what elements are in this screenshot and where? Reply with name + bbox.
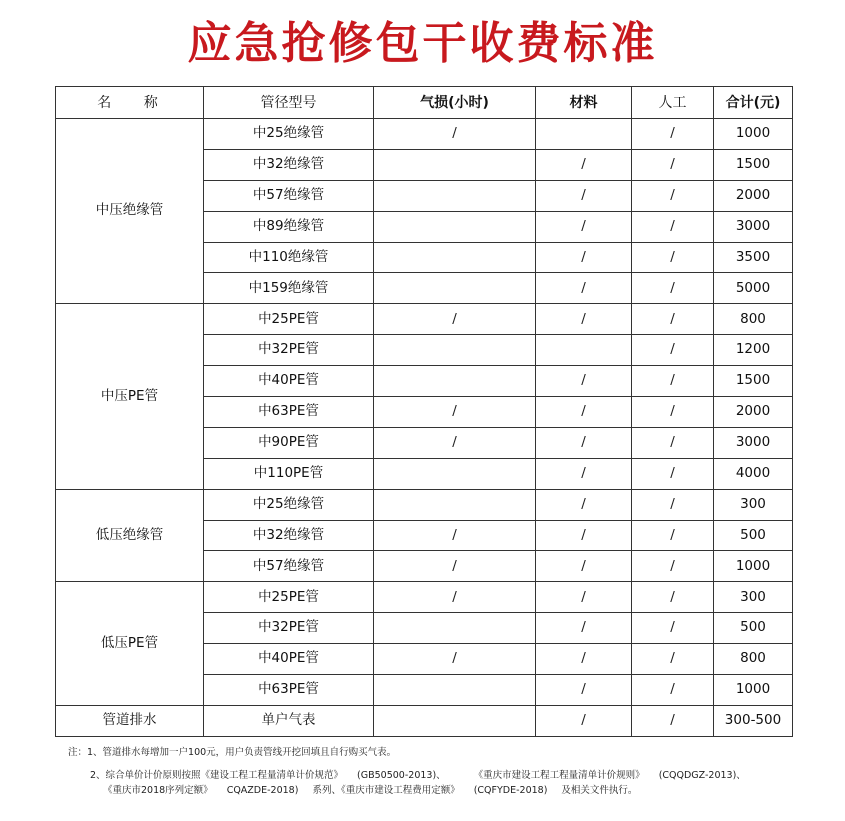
gas-loss-cell: / (374, 397, 536, 428)
labor-cell: / (632, 520, 714, 551)
table-row (56, 705, 793, 736)
notes (68, 745, 828, 798)
note-2-part-3: 《重庆市建设工程工程量清单计价规则》 (473, 770, 645, 781)
pipe-model-cell: 中32绝缘管 (204, 149, 374, 180)
gas-loss-cell (374, 366, 536, 397)
labor-cell: / (632, 458, 714, 489)
total-cell: 800 (714, 644, 793, 675)
note-1: 注：1、管道排水每增加一户100元，用户负责管线开挖回填且自行购买气表。 (68, 747, 397, 758)
gas-loss-cell (374, 675, 536, 706)
pipe-model-cell: 中57绝缘管 (204, 551, 374, 582)
table-row (56, 582, 793, 613)
gas-loss-cell: / (374, 304, 536, 335)
labor-cell: / (632, 551, 714, 582)
pipe-model-cell: 中90PE管 (204, 427, 374, 458)
pipe-model-cell: 中25绝缘管 (204, 489, 374, 520)
gas-loss-cell (374, 489, 536, 520)
material-cell (536, 119, 632, 150)
gas-loss-cell: / (374, 520, 536, 551)
total-cell: 1500 (714, 149, 793, 180)
material-cell: / (536, 149, 632, 180)
gas-loss-cell (374, 242, 536, 273)
labor-cell: / (632, 489, 714, 520)
gas-loss-cell (374, 273, 536, 304)
total-cell: 300 (714, 582, 793, 613)
labor-cell: / (632, 119, 714, 150)
total-cell: 300 (714, 489, 793, 520)
note-3-part-1: 《重庆市2018序列定额》 (103, 785, 213, 796)
labor-cell: / (632, 366, 714, 397)
page-title: 应急抢修包干收费标准 (187, 18, 658, 69)
labor-cell: / (632, 705, 714, 736)
note-2-part-4: (CQQDGZ-2013)、 (658, 770, 746, 781)
pipe-model-cell: 中40PE管 (204, 644, 374, 675)
note-2-part-1: 2、综合单价计价原则按照《建设工程工程量清单计价规范》 (90, 770, 344, 781)
material-cell: / (536, 582, 632, 613)
material-cell: / (536, 366, 632, 397)
pipe-model-cell: 单户气表 (204, 705, 374, 736)
gas-loss-cell (374, 180, 536, 211)
gas-loss-cell (374, 458, 536, 489)
header-labor: 人工 (632, 87, 714, 119)
labor-cell: / (632, 427, 714, 458)
labor-cell: / (632, 675, 714, 706)
total-cell: 3000 (714, 427, 793, 458)
material-cell: / (536, 397, 632, 428)
pipe-model-cell: 中25PE管 (204, 582, 374, 613)
total-cell: 1000 (714, 675, 793, 706)
pipe-model-cell: 中25绝缘管 (204, 119, 374, 150)
total-cell: 2000 (714, 397, 793, 428)
group-name: 低压绝缘管 (56, 489, 204, 582)
labor-cell: / (632, 180, 714, 211)
pipe-model-cell: 中32PE管 (204, 335, 374, 366)
total-cell: 500 (714, 520, 793, 551)
gas-loss-cell: / (374, 427, 536, 458)
gas-loss-cell (374, 335, 536, 366)
pipe-model-cell: 中63PE管 (204, 675, 374, 706)
note-3 (68, 783, 828, 798)
labor-cell: / (632, 273, 714, 304)
note-3-part-5: 及相关文件执行。 (561, 785, 638, 796)
total-cell: 1000 (714, 551, 793, 582)
material-cell: / (536, 458, 632, 489)
note-2 (68, 768, 828, 783)
material-cell: / (536, 520, 632, 551)
header-gas-loss: 气损(小时) (374, 87, 536, 119)
total-cell: 1500 (714, 366, 793, 397)
total-cell: 3500 (714, 242, 793, 273)
note-3-part-3: 系列、《重庆市建设工程费用定额》 (312, 785, 460, 796)
labor-cell: / (632, 304, 714, 335)
total-cell: 1000 (714, 119, 793, 150)
material-cell: / (536, 304, 632, 335)
material-cell: / (536, 211, 632, 242)
labor-cell: / (632, 613, 714, 644)
header-name: 名 称 (56, 87, 204, 119)
labor-cell: / (632, 149, 714, 180)
group-name: 中压绝缘管 (56, 119, 204, 304)
labor-cell: / (632, 335, 714, 366)
material-cell: / (536, 242, 632, 273)
total-cell: 1200 (714, 335, 793, 366)
pipe-model-cell: 中40PE管 (204, 366, 374, 397)
labor-cell: / (632, 242, 714, 273)
group-name: 中压PE管 (56, 304, 204, 489)
pipe-model-cell: 中63PE管 (204, 397, 374, 428)
total-cell: 4000 (714, 458, 793, 489)
labor-cell: / (632, 211, 714, 242)
pipe-model-cell: 中32绝缘管 (204, 520, 374, 551)
header-model: 管径型号 (204, 87, 374, 119)
material-cell: / (536, 273, 632, 304)
header-material: 材料 (536, 87, 632, 119)
pipe-model-cell: 中57绝缘管 (204, 180, 374, 211)
gas-loss-cell: / (374, 582, 536, 613)
material-cell: / (536, 705, 632, 736)
material-cell: / (536, 644, 632, 675)
table-row (56, 489, 793, 520)
pipe-model-cell: 中110PE管 (204, 458, 374, 489)
material-cell: / (536, 613, 632, 644)
header-total: 合计(元) (714, 87, 793, 119)
gas-loss-cell: / (374, 644, 536, 675)
fee-table (55, 86, 793, 737)
total-cell: 3000 (714, 211, 793, 242)
gas-loss-cell: / (374, 551, 536, 582)
material-cell: / (536, 551, 632, 582)
table-row (56, 304, 793, 335)
pipe-model-cell: 中110绝缘管 (204, 242, 374, 273)
group-name: 管道排水 (56, 705, 204, 736)
table-body (56, 119, 793, 737)
pipe-model-cell: 中25PE管 (204, 304, 374, 335)
note-2-part-2: (GB50500-2013)、 (357, 770, 446, 781)
pipe-model-cell: 中32PE管 (204, 613, 374, 644)
table-header-row (56, 87, 793, 119)
material-cell: / (536, 675, 632, 706)
gas-loss-cell (374, 613, 536, 644)
total-cell: 800 (714, 304, 793, 335)
note-3-part-2: CQAZDE-2018) (226, 785, 299, 796)
gas-loss-cell: / (374, 119, 536, 150)
labor-cell: / (632, 397, 714, 428)
pipe-model-cell: 中89绝缘管 (204, 211, 374, 242)
material-cell: / (536, 489, 632, 520)
total-cell: 300-500 (714, 705, 793, 736)
material-cell: / (536, 180, 632, 211)
total-cell: 500 (714, 613, 793, 644)
table-row (56, 119, 793, 150)
pipe-model-cell: 中159绝缘管 (204, 273, 374, 304)
total-cell: 5000 (714, 273, 793, 304)
labor-cell: / (632, 644, 714, 675)
note-3-part-4: (CQFYDE-2018) (473, 785, 548, 796)
total-cell: 2000 (714, 180, 793, 211)
labor-cell: / (632, 582, 714, 613)
gas-loss-cell (374, 211, 536, 242)
material-cell: / (536, 427, 632, 458)
gas-loss-cell (374, 149, 536, 180)
material-cell (536, 335, 632, 366)
gas-loss-cell (374, 705, 536, 736)
group-name: 低压PE管 (56, 582, 204, 706)
